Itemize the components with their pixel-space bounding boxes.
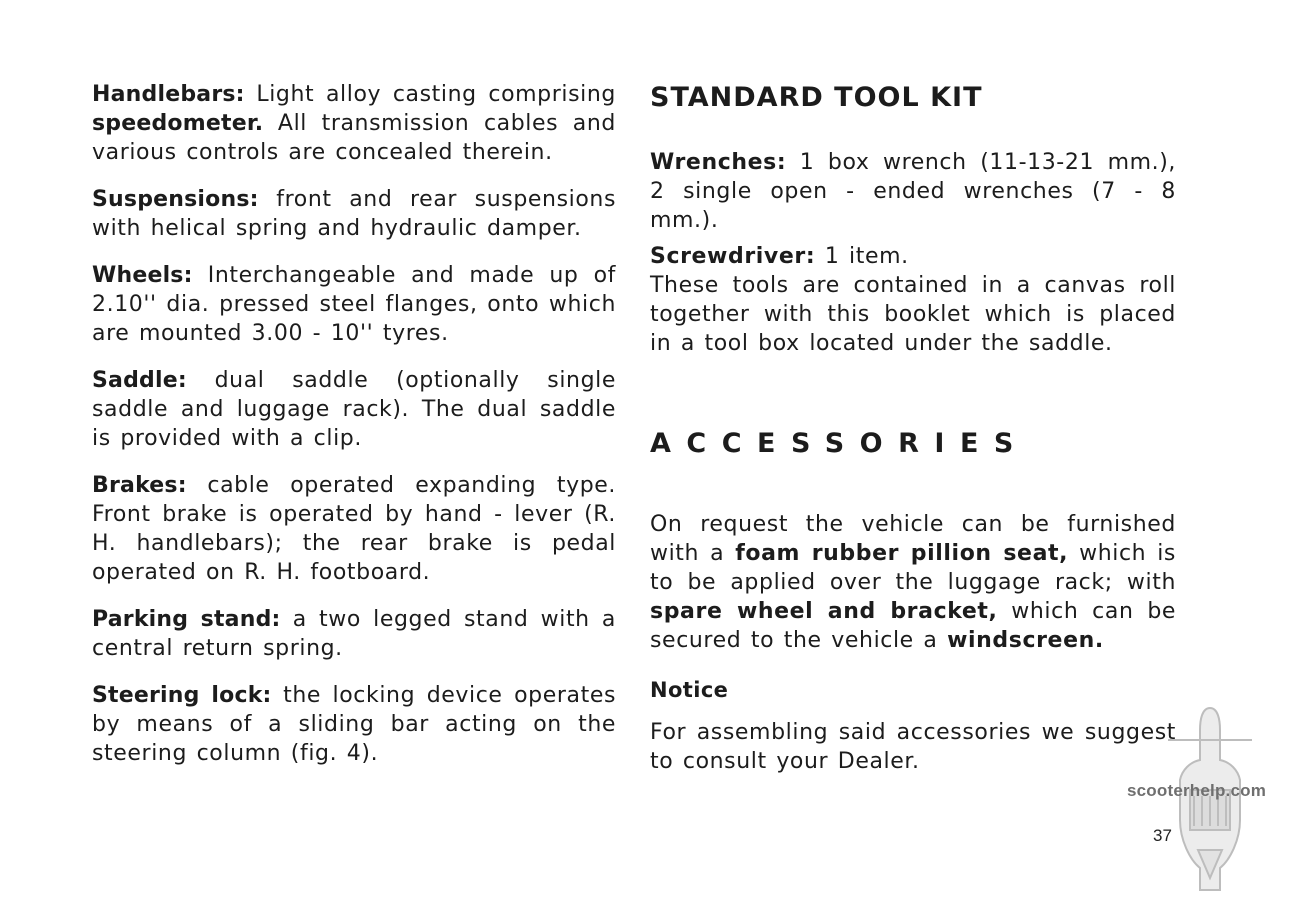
screwdriver-text: 1 item.	[824, 244, 909, 269]
tool-kit-screwdriver	[650, 242, 1176, 358]
notice-heading: Notice	[650, 678, 729, 702]
spec-text: a two legged stand with a central return spring.	[92, 607, 617, 661]
screwdriver-term: Screwdriver:	[650, 244, 816, 269]
accessory-pillion-seat: foam rubber pillion seat,	[735, 541, 1069, 566]
spec-text: the locking device operates by means of a sliding bar acting on the steering column (fig. 4).	[92, 683, 617, 766]
spec-handlebars	[92, 80, 616, 167]
spec-term: speedometer.	[92, 111, 264, 136]
accessories-heading: ACCESSORIES	[650, 428, 1029, 459]
tool-kit-wrenches	[650, 148, 1176, 235]
spec-suspensions	[92, 185, 616, 243]
accessories-text-part: which can be secured to the vehicle a	[650, 599, 1177, 653]
accessories-text-part: which is to be applied over the luggage rack; with	[650, 541, 1176, 595]
spec-term: Wheels:	[92, 263, 193, 288]
accessory-spare-wheel: spare wheel and bracket,	[650, 599, 998, 624]
spec-saddle	[92, 366, 616, 453]
spec-term: Saddle:	[92, 368, 187, 393]
spec-text: cable operated expanding type. Front brake is operated by hand - lever (R. H. handlebars); the rear brake is pedal operated on R. H. footboard.	[92, 473, 617, 585]
spec-steering-lock	[92, 681, 616, 768]
tool-kit-heading: STANDARD TOOL KIT	[650, 82, 983, 113]
spec-term: Steering lock:	[92, 683, 272, 708]
spec-term: Suspensions:	[92, 187, 259, 212]
spec-term: Handlebars:	[92, 82, 245, 107]
site-watermark: scooterhelp.com	[1127, 781, 1267, 800]
wrenches-term: Wrenches:	[650, 150, 787, 175]
notice-text: For assembling said accessories we suggest to consult your Dealer.	[650, 720, 1176, 774]
tool-storage-text: These tools are contained in a canvas roll together with this booklet which is placed in a tool box located under the saddle.	[650, 273, 1176, 356]
spec-wheels	[92, 261, 616, 348]
spec-text: dual saddle (optionally single saddle and luggage rack). The dual saddle is provided with a clip.	[92, 368, 616, 451]
specifications-column	[92, 80, 616, 786]
spec-term: Parking stand:	[92, 607, 281, 632]
spec-term: Brakes:	[92, 473, 187, 498]
spec-text: front and rear suspensions with helical spring and hydraulic damper.	[92, 187, 617, 241]
accessory-windscreen: windscreen.	[947, 628, 1104, 653]
spec-text: All transmission cables and various controls are concealed therein.	[92, 111, 616, 165]
spec-text: Light alloy casting comprising	[256, 82, 616, 107]
spec-brakes	[92, 471, 616, 587]
wrenches-text: 1 box wrench (11-13-21 mm.), 2 single open - ended wrenches (7 - 8 mm.).	[650, 150, 1176, 233]
accessories-text	[650, 510, 1176, 655]
accessories-text-part: On request the vehicle can be furnished with a	[650, 512, 1176, 566]
page-number: 37	[1153, 826, 1172, 845]
spec-text: Interchangeable and made up of 2.10'' dia. pressed steel flanges, onto which are mounted 3.00 - 10'' tyres.	[92, 263, 616, 346]
spec-parking-stand	[92, 605, 616, 663]
